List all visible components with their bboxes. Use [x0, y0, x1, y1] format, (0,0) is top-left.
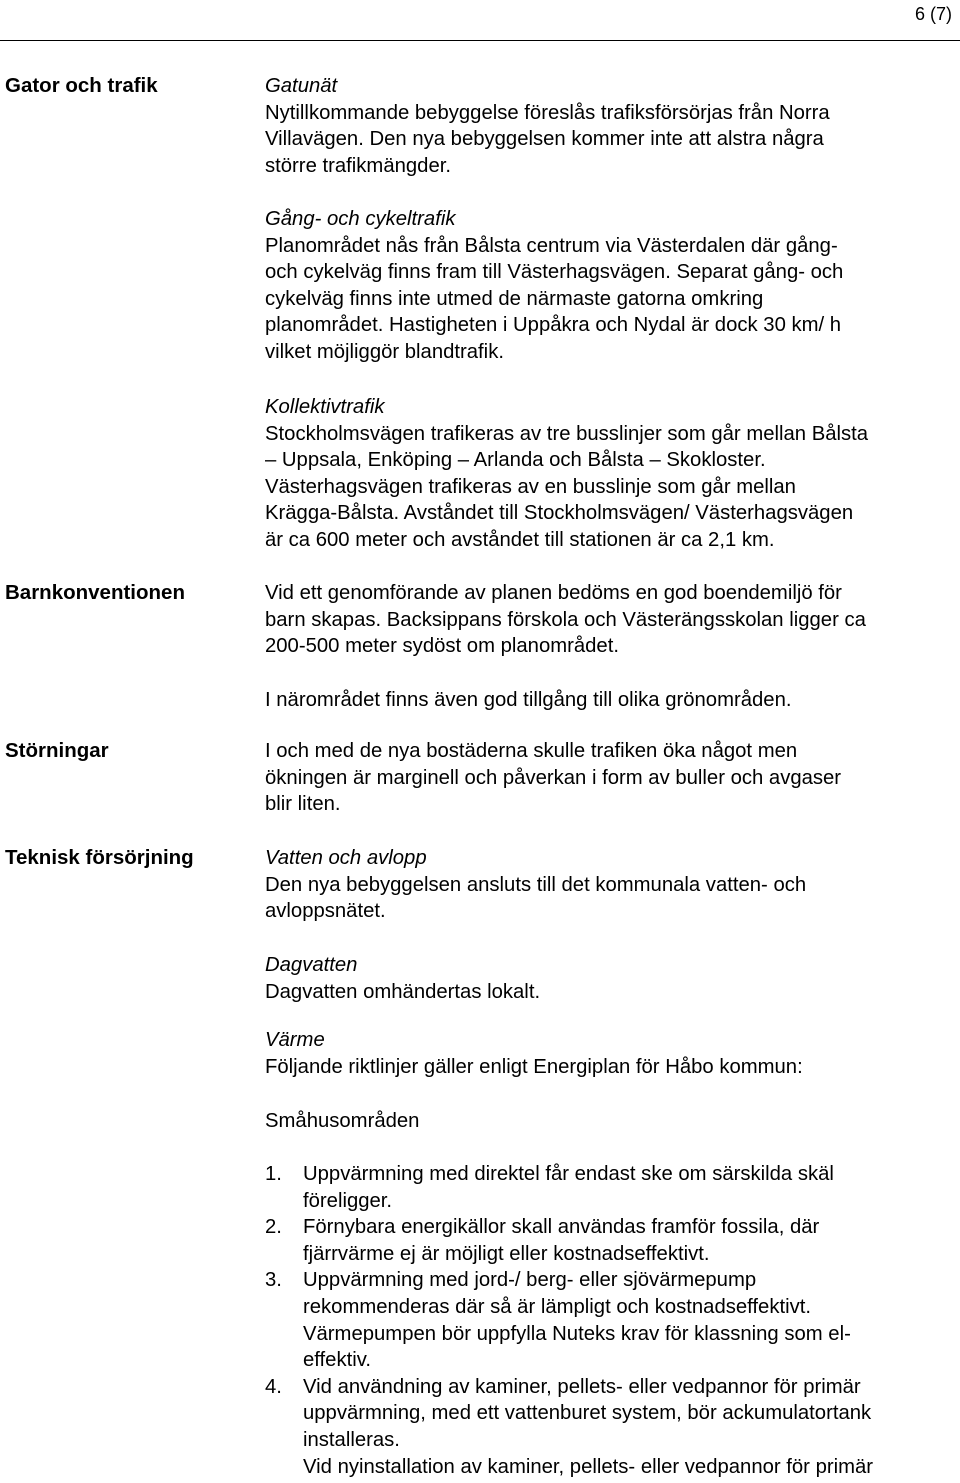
- text-line: Vid ett genomförande av planen bedöms en god boendemiljö för: [265, 582, 842, 604]
- text-line: Småhusområden: [265, 1110, 420, 1132]
- text-line: Västerhagsvägen trafikeras av en busslinje som går mellan: [265, 475, 796, 498]
- text-line: och cykelväg finns fram till Västerhagsvägen. Separat gång- och: [265, 261, 844, 284]
- gatunat-block: [265, 73, 960, 179]
- text-line: I närområdet finns även god tillgång till olika grönområden.: [265, 689, 792, 711]
- page-number: 6 (7): [914, 4, 952, 24]
- list-number: 4.: [265, 1375, 282, 1398]
- text-line: barn skapas. Backsippans förskola och Västerängsskolan ligger ca: [265, 608, 866, 631]
- subheading-kollektivtrafik: Kollektivtrafik: [265, 396, 385, 418]
- text-line: – Uppsala, Enköping – Arlanda och Bålsta – Skokloster.: [265, 449, 766, 472]
- text-line: Nytillkommande bebyggelse föreslås trafiksförsörjas från Norra: [265, 101, 830, 124]
- text-line: Värmepumpen bör uppfylla Nuteks krav för klassning som el-: [303, 1322, 851, 1345]
- text-line: fjärrvärme ej är möjligt eller kostnadseffektivt.: [303, 1242, 710, 1265]
- subheading-gang-och-cykeltrafik: Gång- och cykeltrafik: [265, 208, 456, 230]
- text-line: installeras.: [303, 1428, 400, 1451]
- text-line: 200-500 meter sydöst om planområdet.: [265, 635, 619, 658]
- text-line: Dagvatten omhändertas lokalt.: [265, 980, 541, 1003]
- subheading-vatten-och-avlopp: Vatten och avlopp: [265, 847, 427, 869]
- varme-guideline-list: [265, 1161, 960, 1480]
- dagvatten-block: [265, 952, 960, 1005]
- text-line: Planområdet nås från Bålsta centrum via Västerdalen där gång-: [265, 234, 838, 257]
- text-line: effektiv.: [303, 1349, 372, 1372]
- text-line: I och med de nya bostäderna skulle trafiken öka något men: [265, 740, 798, 762]
- heading-storningar: Störningar: [5, 739, 109, 762]
- text-line: Vid användning av kaminer, pellets- eller vedpannor för primär: [303, 1375, 861, 1398]
- text-line: cykelväg finns inte utmed de närmaste gatorna omkring: [265, 287, 764, 310]
- heading-gator-och-trafik: Gator och trafik: [5, 74, 158, 97]
- gronomraden-paragraph: [265, 687, 960, 714]
- barnkonventionen-block: [265, 580, 960, 660]
- kollektivtrafik-block: [265, 394, 960, 554]
- text-line: Villavägen. Den nya bebyggelsen kommer inte att alstra några: [265, 128, 824, 151]
- vatten-avlopp-block: [265, 845, 960, 925]
- varme-block: [265, 1027, 960, 1080]
- list-number: 1.: [265, 1163, 282, 1185]
- text-line: Krägga-Bålsta. Avståndet till Stockholmsvägen/ Västerhagsvägen: [265, 502, 854, 525]
- text-line: blir liten.: [265, 793, 341, 816]
- text-line: är ca 600 meter och avståndet till stationen är ca 2,1 km.: [265, 528, 775, 551]
- text-line: Den nya bebyggelsen ansluts till det kommunala vatten- och: [265, 873, 807, 896]
- text-line: planområdet. Hastigheten i Uppåkra och Nydal är dock 30 km/ h: [265, 314, 842, 337]
- text-line: föreligger.: [303, 1189, 393, 1212]
- list-item: [265, 1267, 960, 1373]
- text-line: uppvärmning, med ett vattenburet system, bör ackumulatortank: [303, 1402, 872, 1425]
- subheading-varme: Värme: [265, 1029, 325, 1051]
- subheading-dagvatten: Dagvatten: [265, 954, 358, 976]
- subheading-gatunat: Gatunät: [265, 75, 338, 97]
- text-line: vilket möjliggör blandtrafik.: [265, 340, 504, 363]
- list-item: [265, 1374, 960, 1480]
- list-item: [265, 1161, 960, 1214]
- text-line: Uppvärmning med direktel får endast ske om särskilda skäl: [303, 1163, 834, 1185]
- text-line: rekommenderas där så är lämpligt och kostnadseffektivt.: [303, 1295, 812, 1318]
- text-line: avloppsnätet.: [265, 900, 386, 923]
- text-line: Stockholmsvägen trafikeras av tre busslinjer som går mellan Bålsta: [265, 422, 869, 445]
- heading-barnkonventionen: Barnkonventionen: [5, 581, 185, 604]
- heading-teknisk-forsorjning: Teknisk försörjning: [5, 846, 194, 869]
- gang-cykeltrafik-block: [265, 206, 960, 366]
- text-line: Vid nyinstallation av kaminer, pellets- eller vedpannor för primär: [303, 1455, 874, 1478]
- text-line: Följande riktlinjer gäller enligt Energiplan för Håbo kommun:: [265, 1055, 803, 1078]
- header-rule: [0, 40, 960, 41]
- text-line: ökningen är marginell och påverkan i form av buller och avgaser: [265, 766, 842, 789]
- text-line: Uppvärmning med jord-/ berg- eller sjövärmepump: [303, 1269, 757, 1292]
- list-number: 2.: [265, 1216, 282, 1239]
- text-line: Förnybara energikällor skall användas framför fossila, där: [303, 1216, 820, 1239]
- text-line: större trafikmängder.: [265, 154, 451, 177]
- list-item: [265, 1214, 960, 1267]
- list-number: 3.: [265, 1269, 282, 1292]
- storningar-block: [265, 738, 960, 818]
- smahusomraden-label: [265, 1108, 960, 1135]
